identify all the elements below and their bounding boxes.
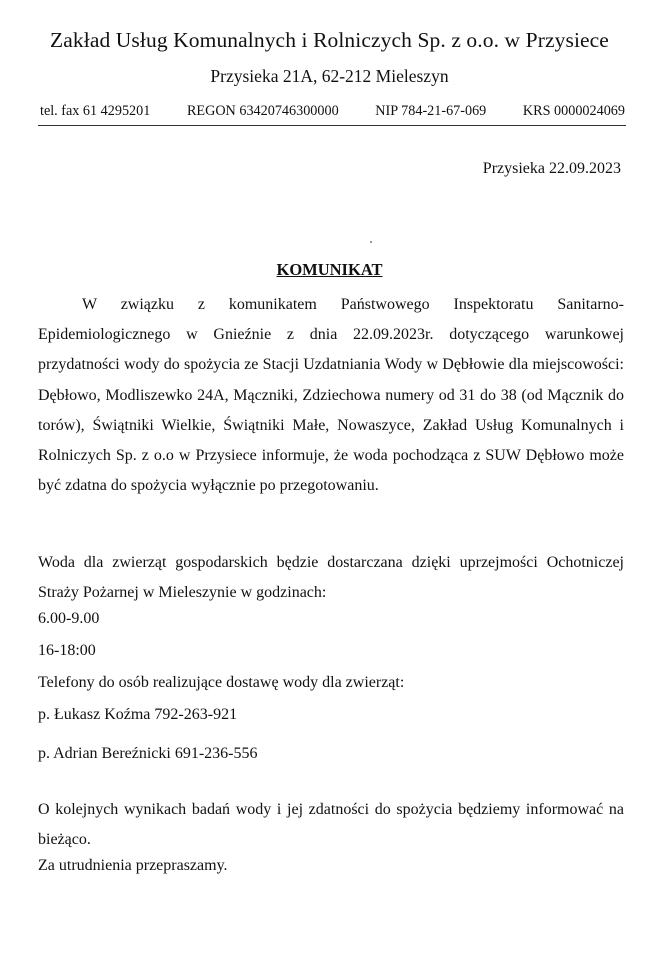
- header-divider: [38, 125, 626, 126]
- paragraph-further-info: O kolejnych wynikach badań wody i jej zdatności do spożycia będziemy informować na bieżąco.: [38, 801, 624, 849]
- delivery-hours-morning: 6.00-9.00: [38, 610, 100, 627]
- contacts-intro: Telefony do osób realizujące dostawę wody dla zwierząt:: [38, 674, 405, 691]
- regon-number: REGON 63420746300000: [186, 103, 339, 119]
- organization-contacts: [40, 103, 625, 120]
- document-title: KOMUNIKAT: [276, 260, 383, 279]
- contact-person-1: p. Łukasz Koźma 792-263-921: [38, 706, 238, 723]
- krs-number: KRS 0000024069: [522, 103, 625, 119]
- scan-speck: [370, 241, 372, 243]
- document-date: Przysieka 22.09.2023: [482, 160, 621, 177]
- apology-line: Za utrudnienia przepraszamy.: [38, 857, 228, 874]
- contact-person-2: p. Adrian Bereźnicki 691-236-556: [38, 745, 258, 762]
- organization-name: Zakład Usług Komunalnych i Rolniczych Sp. z o.o. w Przysiece: [50, 28, 609, 52]
- organization-address: Przysieka 21A, 62-212 Mieleszyn: [210, 66, 449, 86]
- phone-fax: tel. fax 61 4295201: [40, 103, 151, 119]
- delivery-hours-afternoon: 16-18:00: [38, 642, 96, 659]
- paragraph-water-delivery: Woda dla zwierząt gospodarskich będzie dostarczana dzięki uprzejmości Ochotniczej Straży Pożarnej w Mieleszynie w godzinach:: [38, 554, 624, 602]
- paragraph-announcement: W związku z komunikatem Państwowego Inspektoratu Sanitarno-Epidemiologicznego w Gnieźnie z dnia 22.09.2023r. dotyczącego warunkowej przydatności wody do spożycia ze Stacji Uzdatniania Wody w Dębłowie dla miejscowości: Dębłowo, Modliszewko 24A, Mączniki, Zdziechowa numery od 31 do 38 (od Mącznik do torów), Świątniki Wielkie, Świątniki Małe, Nowaszyce, Zakład Usług Komunalnych i Rolniczych Sp. z o.o w Przysiece informuje, że woda pochodząca z SUW Dębłowo może być zdatna do spożycia wyłącznie po przegotowaniu.: [38, 296, 624, 495]
- nip-number: NIP 784-21-67-069: [375, 103, 487, 119]
